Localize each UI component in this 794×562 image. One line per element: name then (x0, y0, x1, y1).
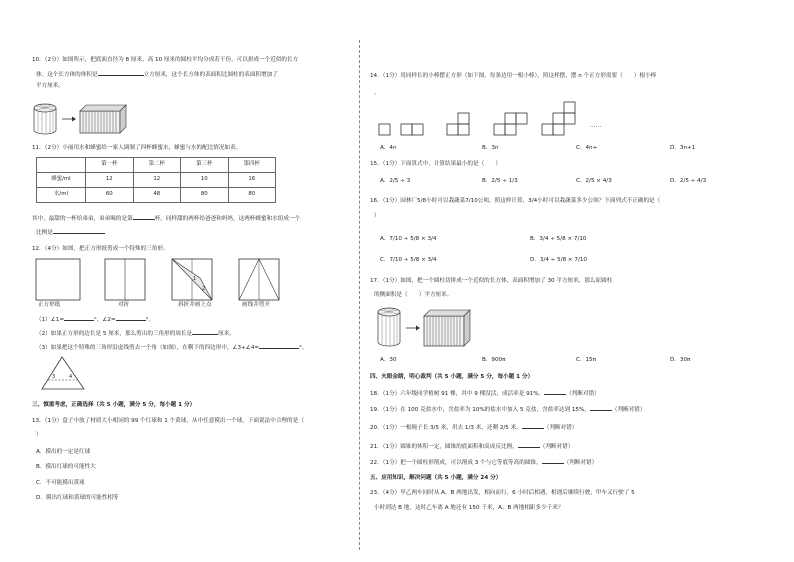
right-column (370, 0, 765, 562)
q15-line1: 15．（1分）下面算式中，计算结果最小的是（ ） (370, 161, 501, 167)
q17-line2: 的侧面积是（ ）平方厘米。 (374, 292, 453, 298)
cell: 第四杯 (228, 158, 276, 173)
q14-option-a[interactable]: A．4n (380, 145, 397, 151)
tri-label-4: 4 (69, 374, 73, 380)
judge-18 (370, 389, 600, 398)
cell: 蜂蜜/ml (37, 173, 86, 188)
sub2b: 厘米。 (218, 331, 235, 337)
q12-blank-angle1[interactable] (64, 315, 94, 321)
cell: 16 (228, 173, 276, 188)
section3-title: 三、慎重考虑，正确选择（共 5 小题，满分 5 分，每小题 1 分） (32, 402, 196, 408)
q14-option-c[interactable]: C．4n+ (576, 145, 598, 151)
q11-after2-label: 比例是 (36, 230, 53, 236)
cell (37, 158, 86, 173)
q10-line3: 平方厘米。 (36, 83, 64, 89)
q16-frac1: 5/8 (417, 198, 427, 204)
sub1a: （1）∠1= (36, 317, 65, 323)
q13-line2: ） (36, 432, 42, 438)
q11-table-header (37, 158, 276, 173)
q14-line2: 。 (374, 90, 380, 96)
q11-table-row (37, 173, 276, 188)
judge-18-blank[interactable] (544, 389, 566, 395)
cell: 第二杯 (133, 158, 181, 173)
q10-line2a: 体。这个长方体的体积是 (36, 72, 98, 78)
caption-4: 画线并剪开 (242, 302, 270, 308)
q11-table (36, 157, 276, 203)
section4-title: 四、火眼金睛，明心裁判（共 5 小题，满分 5 分，每小题 1 分） (370, 374, 534, 380)
cell: 水/ml (37, 188, 86, 203)
q16-option-c[interactable]: C．7/10 ÷ 5/8 × 3/4 (380, 257, 437, 263)
cylinder-shape (34, 104, 56, 134)
cylinder-shape (378, 308, 400, 346)
judge-20-tail: （判断对错） (543, 425, 578, 431)
judge-21 (370, 442, 573, 451)
q13-option-b[interactable]: B．摸出红球的可能性大 (36, 464, 96, 470)
q13-option-a[interactable]: A．摸出的一定是红球 (36, 449, 91, 455)
judge-19-text: 19．（1分）在 100 克盐水中，含盐率为 10%的盐水中加入 5 克盐，含盐率达到 15%。 (370, 407, 590, 413)
q16-frac3: 3/4 (528, 198, 538, 204)
q14-option-b[interactable]: B．3n (482, 145, 499, 151)
q12-blank-perimeter[interactable] (192, 329, 218, 335)
cell: 第三杯 (181, 158, 229, 173)
q14-dots: …… (590, 123, 602, 129)
judge-22 (370, 458, 597, 467)
q12-sub1 (36, 315, 154, 324)
square-paper (36, 259, 80, 300)
cell: 12 (86, 173, 134, 188)
judge-20-text: 20．（1分）一根绳子长 3/5 米，用去 1/3 米，还剩 2/5 米。 (370, 425, 522, 431)
q12-triangle-figure (40, 355, 90, 391)
q13-option-c[interactable]: C．不可能摸出黄球 (36, 480, 85, 486)
q10-line1: 10．（2分）如图所示，把底面直径为 8 厘米、高 10 厘米的圆柱平均分成若干份，可以拼成一个近似的长方 (32, 57, 299, 63)
q16-option-d[interactable]: D．3/4 ÷ 5/8 × 7/10 (530, 257, 587, 263)
q11-after1b: 杯。同样甜的两杯给爸爸和妈妈，这两杯蜂蜜和水组成一个 (154, 216, 301, 222)
q17-line1: 17．（1分）如图，把一个圆柱切拼成一个近似的长方体，表面积增加了 30 平方厘米，那么原圆柱 (370, 278, 613, 284)
box-shape (424, 310, 470, 346)
judge-22-text: 22．（1分）把一个圆柱形削成，可以削成 3 个与它等底等高的圆锥。 (370, 460, 542, 466)
q13-line1: 13．（1分）盒子中放了材质大小相同的 99 个红球和 1 个黄球，从中任意摸出一个球，下面说法中合理的是（ (32, 418, 304, 424)
q23-line1: 23．（4分）甲乙两车同时从 A、B 两地出发，相向而行，6 小时后相遇，相遇后继续行驶，甲车又行驶了 5 (370, 490, 635, 496)
q10-figure (32, 99, 132, 139)
cell: 80 (228, 188, 276, 203)
q11-line1: 11．（2分）小丽用水和蜂蜜给一家人调制了四杯蜂蜜水，蜂蜜与水的配比情况如表。 (32, 145, 242, 151)
judge-20 (370, 423, 577, 432)
box-shape (80, 105, 126, 133)
svg-text:2: 2 (202, 286, 206, 292)
q17-figure (376, 304, 476, 350)
q16-part-a: 16．（1分）园林厂 (370, 198, 418, 204)
q16-part-c: 公顷，照这样计算， (477, 198, 529, 204)
arrow (406, 326, 420, 331)
cut-triangle (239, 259, 279, 300)
q11-after1 (32, 214, 300, 223)
q11-table-row (37, 188, 276, 203)
q12-sub2 (36, 329, 235, 338)
judge-22-tail: （判断对错） (563, 460, 598, 466)
column-divider (359, 40, 360, 550)
q17-option-d[interactable]: D．30π (670, 357, 691, 363)
q16-option-b[interactable]: B．3/4 ÷ 5/8 × 7/10 (530, 236, 587, 242)
q23-line2: 小时到达 B 地，这时乙车离 A 地还有 150 千米，A、B 两地相距多少千米？ (374, 505, 564, 511)
cell: 第一杯 (86, 158, 134, 173)
judge-21-text: 21．（1分）圆锥的体积一定，圆锥的底面积和高成反比例。 (370, 444, 518, 450)
q12-line1: 12．（4分）如图，把正方形纸剪成一个特殊的三角形。 (32, 246, 169, 252)
q16-line2: ） (374, 213, 380, 219)
q12-blank-angle2[interactable] (116, 315, 146, 321)
q16-option-a[interactable]: A．7/10 ÷ 5/8 × 3/4 (380, 236, 437, 242)
judge-19 (370, 405, 645, 414)
judge-22-blank[interactable] (542, 458, 564, 464)
q15-option-b[interactable]: B．2/5 ÷ 1/3 (482, 178, 518, 184)
judge-21-blank[interactable] (518, 442, 540, 448)
q15-option-a[interactable]: A．2/5 ÷ 3 (380, 178, 411, 184)
q10-line2 (36, 70, 278, 79)
left-column (32, 0, 350, 562)
judge-19-tail: （判断对错） (611, 407, 646, 413)
q16-part-d: 小时可以栽蔬菜多少公顷？下面列式不正确的是（ (537, 198, 661, 204)
caption-2: 对折 (118, 302, 130, 308)
q10-blank-volume[interactable] (98, 70, 144, 76)
q16-line1 (370, 198, 660, 205)
q14-line1: 14．（1分）用同样长的小棒摆正方形（如下图，每条边用一根小棒），照这样摆，摆 n 个正方形需要（ ）根小棒 (370, 73, 657, 79)
sub1b: °，∠2= (94, 317, 116, 323)
cell: 10 (181, 173, 229, 188)
q14-option-d[interactable]: D．3n+1 (670, 145, 696, 151)
arrow (62, 117, 76, 122)
sub2a: （2）如果正方形的边长是 5 厘米，那么剪出的三角形的周长是 (36, 331, 193, 337)
q11-blank-ratio[interactable] (53, 228, 105, 234)
q17-option-b[interactable]: B．900π (482, 357, 506, 363)
q16-part-b: 小时可以栽蔬菜 (426, 198, 466, 204)
q12-blank-angle-sum[interactable] (259, 343, 299, 349)
judge-19-blank[interactable] (590, 405, 612, 411)
sub3a: （3）如果把这个特殊的三角形沿虚线剪去一个角（如图），在剩下的四边形中，∠3+∠4= (36, 345, 260, 351)
q11-after2 (36, 228, 105, 237)
judge-20-blank[interactable] (522, 423, 544, 429)
judge-21-tail: （判断对错） (539, 444, 574, 450)
caption-3: 斜折并画上点 (178, 302, 212, 308)
q11-after1a: 其中，最甜的一杯给弟弟，弟弟喝的是第 (32, 216, 133, 222)
cell: 60 (86, 188, 134, 203)
q10-line2b: 立方厘米，这个长方体的表面积比圆柱的表面积增加了 (143, 72, 278, 78)
q14-squares-figure (376, 100, 626, 140)
judge-18-tail: （判断对错） (566, 391, 600, 397)
q16-frac2: 7/10 (465, 198, 478, 204)
caption-1: 正方形纸 (38, 302, 61, 308)
q15-option-c[interactable]: C．2/5 × 4/3 (576, 178, 612, 184)
sub1c: °。 (145, 317, 155, 323)
judge-18-text: 18．（1分）六年级同学植树 91 棵，其中 9 棵没活，成活率是 91%。 (370, 391, 545, 397)
tri-label-3: 3 (52, 374, 56, 380)
cell: 80 (181, 188, 229, 203)
q11-blank-cup[interactable] (133, 214, 155, 220)
q12-sub3 (36, 343, 307, 352)
section5-title: 五、应用知识，解决问题（共 5 小题，满分 24 分） (370, 475, 502, 481)
q13-option-d[interactable]: D．摸出红球和黄球的可能性相等 (36, 495, 119, 501)
q15-option-d[interactable]: D．2/5 ÷ 4/3 (670, 178, 707, 184)
svg-text:1: 1 (193, 276, 197, 282)
diagonal-fold (172, 259, 212, 300)
sub3b: °。 (299, 345, 308, 351)
cell: 12 (133, 173, 181, 188)
q17-option-a[interactable]: A．30 (380, 357, 397, 363)
cell: 48 (133, 188, 181, 203)
q17-option-c[interactable]: C．15π (576, 357, 596, 363)
